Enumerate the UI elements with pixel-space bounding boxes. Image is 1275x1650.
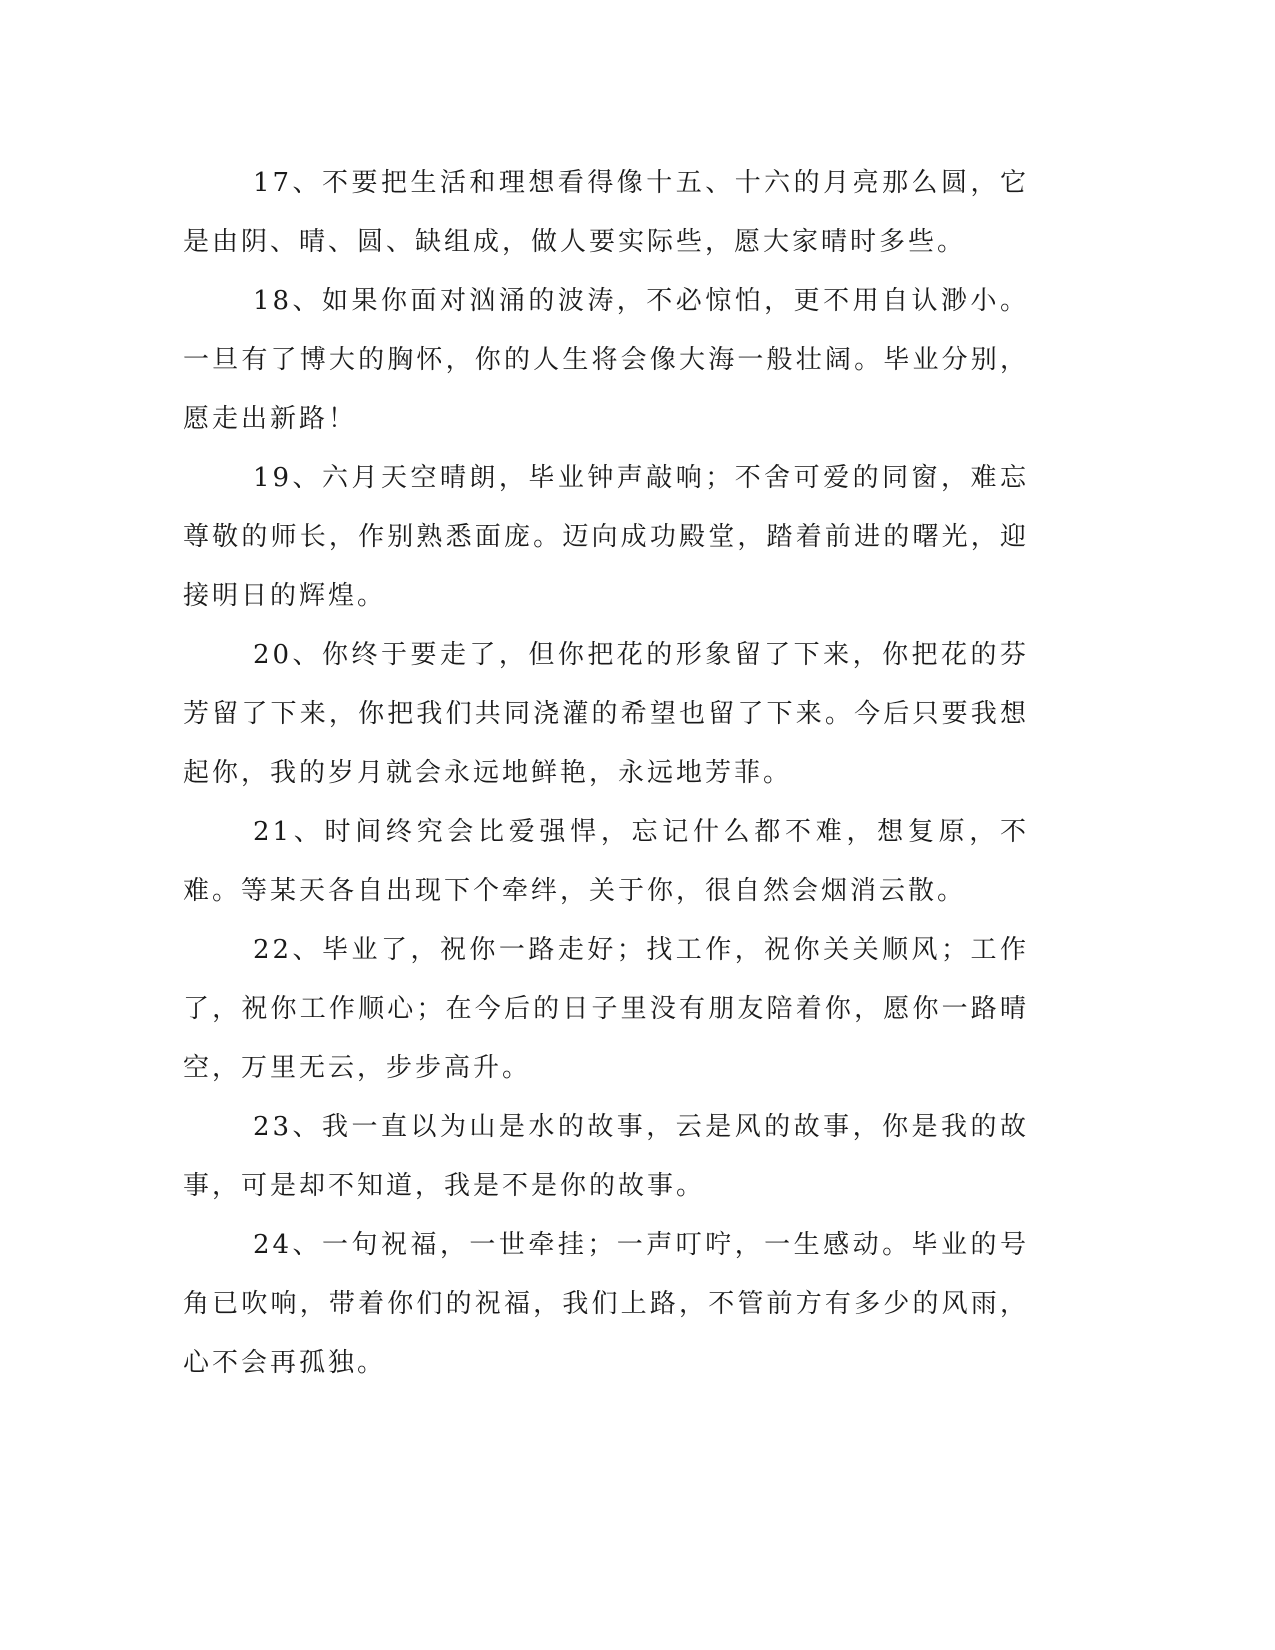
paragraph-17: 17、不要把生活和理想看得像十五、十六的月亮那么圆，它是由阴、晴、圆、缺组成，做人要实际些，愿大家晴时多些。 <box>183 168 1029 257</box>
paragraph-20: 20、你终于要走了，但你把花的形象留了下来，你把花的芬芳留了下来，你把我们共同浇灌的希望也留了下来。今后只要我想起你，我的岁月就会永远地鲜艳，永远地芳菲。 <box>183 640 1029 788</box>
paragraph-24: 24、一句祝福，一世牵挂；一声叮咛，一生感动。毕业的号角已吹响，带着你们的祝福，我们上路，不管前方有多少的风雨，心不会再孤独。 <box>183 1230 1029 1378</box>
paragraph-22: 22、毕业了，祝你一路走好；找工作，祝你关关顺风；工作了，祝你工作顺心；在今后的日子里没有朋友陪着你，愿你一路晴空，万里无云，步步高升。 <box>183 935 1029 1083</box>
paragraph-19: 19、六月天空晴朗，毕业钟声敲响；不舍可爱的同窗，难忘尊敬的师长，作别熟悉面庞。迈向成功殿堂，踏着前进的曙光，迎接明日的辉煌。 <box>183 463 1029 611</box>
paragraph-23: 23、我一直以为山是水的故事，云是风的故事，你是我的故事，可是却不知道，我是不是你的故事。 <box>183 1112 1029 1201</box>
paragraph-21: 21、时间终究会比爱强悍，忘记什么都不难，想复原，不难。等某天各自出现下个牵绊，关于你，很自然会烟消云散。 <box>183 817 1029 906</box>
paragraph-18: 18、如果你面对汹涌的波涛，不必惊怕，更不用自认渺小。一旦有了博大的胸怀，你的人生将会像大海一般壮阔。毕业分别，愿走出新路！ <box>183 286 1029 434</box>
document-page <box>183 154 1029 1393</box>
